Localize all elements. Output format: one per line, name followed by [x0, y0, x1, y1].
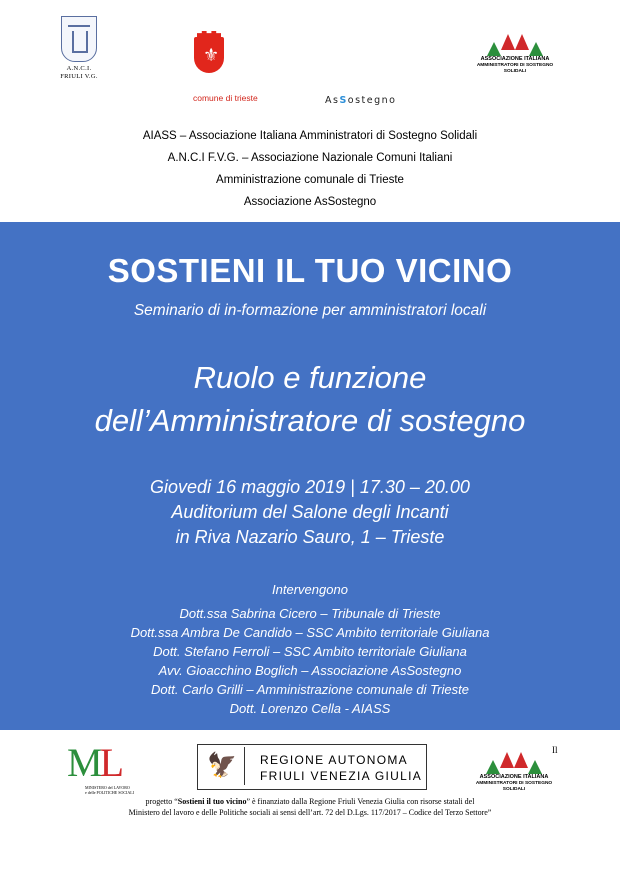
organizer-comune-trieste: Amministrazione comunale di Trieste — [216, 174, 404, 186]
anci-logo — [55, 16, 103, 81]
aiass-people-icon — [464, 744, 564, 774]
funding-note-line2: Ministero del lavoro e delle Politiche sociali ai sensi dell’art. 72 del D.Lgs. 117/2017 – Codice del Terzo Settore” — [128, 808, 492, 817]
ministero-lavoro-logo — [67, 740, 137, 795]
anci-crest-icon — [61, 16, 97, 62]
comune-trieste-logo — [193, 37, 293, 103]
footer-mark: Il — [552, 745, 558, 755]
event-date-time: Giovedi 16 maggio 2019 | 17.30 – 20.00 — [150, 477, 470, 497]
aiass-logo-line1: ASSOCIAZIONE ITALIANA — [480, 56, 550, 62]
ministero-ml-icon — [67, 740, 137, 785]
speaker-item: Dott. Lorenzo Cella - AIASS — [229, 701, 391, 716]
speaker-item: Avv. Gioacchino Boglich – Associazione AsSostegno — [158, 663, 462, 678]
assostegno-logo-mid: S — [339, 95, 348, 106]
aiass-logo-top — [465, 26, 565, 75]
aiass-logo-line2: AMMINISTRATORI DI SOSTEGNO SOLIDALI — [476, 63, 554, 74]
ministero-ml-m: M — [67, 740, 100, 785]
anci-logo-line2: FRIULI V.G. — [60, 73, 98, 80]
event-topic-line1: Ruolo e funzione — [193, 360, 427, 395]
anci-logo-line1: A.N.C.I. — [66, 65, 92, 72]
regione-logo-line1: REGIONE AUTONOMA — [260, 753, 408, 767]
event-topic-line2: dell’Amministratore di sostegno — [94, 403, 526, 438]
organizer-anci: A.N.C.I F.V.G. – Associazione Nazionale Comuni Italiani — [167, 152, 453, 164]
event-title: SOSTIENI IL TUO VICINO — [107, 252, 513, 289]
eagle-icon: 🦅 — [200, 747, 245, 785]
ministero-logo-line1: MINISTERO del LAVORO — [85, 785, 130, 790]
trieste-logo-text: comune di trieste — [193, 93, 258, 103]
ministero-logo-line2: e delle POLITICHE SOCIALI — [85, 790, 134, 795]
speaker-item: Dott. Carlo Grilli – Amministrazione comunale di Trieste — [151, 682, 469, 697]
event-venue-line1: Auditorium del Salone degli Incanti — [171, 502, 449, 522]
assostegno-logo-post: ostegno — [347, 95, 397, 106]
speaker-item: Dott. Stefano Ferroli – SSC Ambito territoriale Giuliana — [153, 644, 467, 659]
assostegno-logo — [325, 95, 397, 106]
funding-note-pre: progetto “ — [145, 797, 178, 806]
aiass-logo-bottom — [464, 744, 564, 793]
trieste-shield-icon: ⚜ — [194, 37, 224, 73]
aiass-logo-line2: AMMINISTRATORI DI SOSTEGNO SOLIDALI — [475, 781, 553, 792]
speaker-item: Dott.ssa Sabrina Cicero – Tribunale di Trieste — [179, 606, 441, 621]
regione-logo-line2: FRIULI VENEZIA GIULIA — [260, 769, 423, 783]
organizer-aiass: AIASS – Associazione Italiana Amministratori di Sostegno Solidali — [142, 130, 478, 142]
speaker-item: Dott.ssa Ambra De Candido – SSC Ambito territoriale Giuliana — [130, 625, 490, 640]
funding-note-project: Sostieni il tuo vicino — [177, 797, 247, 806]
event-panel — [0, 222, 620, 730]
regione-fvg-logo — [197, 744, 427, 790]
speakers-heading: Intervengono — [272, 582, 348, 597]
organizer-assostegno: Associazione AsSostegno — [243, 196, 377, 208]
aiass-logo-line1: ASSOCIAZIONE ITALIANA — [479, 774, 549, 780]
event-subtitle: Seminario di in-formazione per amministratori locali — [133, 302, 487, 319]
assostegno-logo-pre: As — [325, 95, 340, 106]
funding-note-line1 — [0, 797, 620, 806]
funding-note-post: ” è finanziato dalla Regione Friuli Venezia Giulia con risorse statali del — [246, 797, 475, 806]
event-venue-line2: in Riva Nazario Sauro, 1 – Trieste — [175, 527, 445, 547]
ministero-ml-l: L — [99, 740, 122, 785]
aiass-people-icon — [465, 26, 565, 56]
